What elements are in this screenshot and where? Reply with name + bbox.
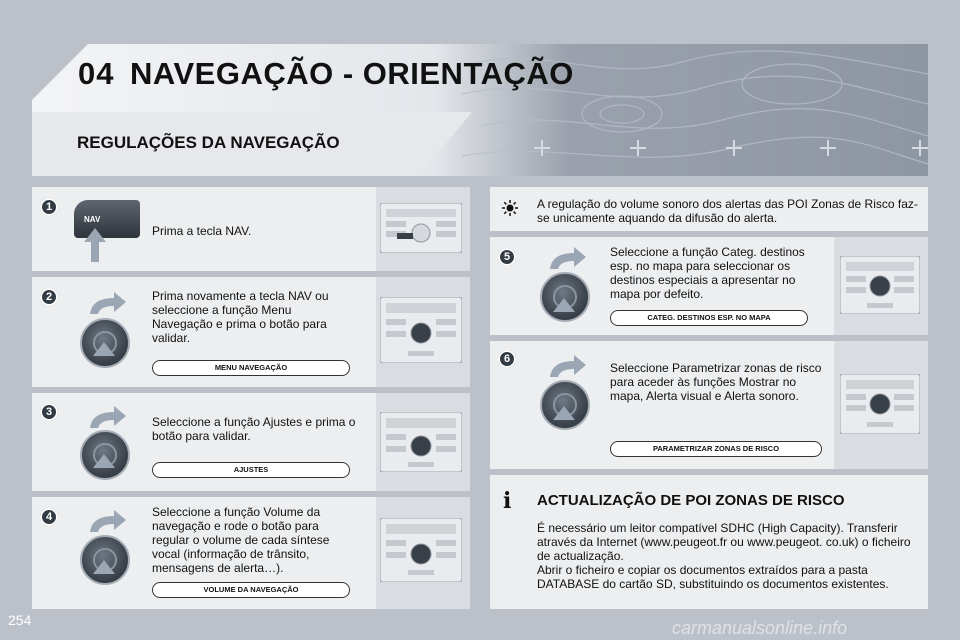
menu-path-label: CATEG. DESTINOS ESP. NO MAPA <box>610 310 808 326</box>
info-title: ACTUALIZAÇÃO DE POI ZONAS DE RISCO <box>537 492 845 509</box>
page-number: 254 <box>8 612 32 628</box>
menu-path-label: MENU NAVEGAÇÃO <box>152 360 350 376</box>
menu-path-label: VOLUME DA NAVEGAÇÃO <box>152 582 350 598</box>
nav-key-label: NAV <box>84 215 101 224</box>
rotary-knob-icon <box>540 380 590 430</box>
watermark: carmanualsonline.info <box>672 618 848 638</box>
radio-face-illustration <box>380 412 462 472</box>
rotary-knob-icon <box>540 272 590 322</box>
press-arrow-icon <box>93 454 115 468</box>
press-arrow-icon <box>93 560 115 574</box>
rotate-arrow-icon <box>86 510 126 534</box>
chapter-number: 04 <box>78 56 115 91</box>
step-5-text: Seleccione a função Categ. destinos esp. no mapa para seleccionar os destinos especiais a apresentar no mapa por defeito. <box>610 245 805 301</box>
step-2-text: Prima novamente a tecla NAV ou seleccione a função Menu Navegação e prima o botão para validar. <box>152 289 329 345</box>
section-title: REGULAÇÕES DA NAVEGAÇÃO <box>77 133 340 152</box>
radio-face-illustration <box>840 374 920 434</box>
step-6-text: Seleccione Parametrizar zonas de risco para aceder às funções Mostrar no mapa, Alerta visual e Alerta sonoro. <box>610 361 822 403</box>
step-3-text: Seleccione a função Ajustes e prima o botão para validar. <box>152 415 356 443</box>
radio-face-illustration <box>380 297 462 363</box>
step-badge: 5 <box>498 248 516 266</box>
press-arrow-stem <box>91 242 99 262</box>
step-badge: 2 <box>40 288 58 306</box>
chapter-title: NAVEGAÇÃO - ORIENTAÇÃO <box>130 56 574 91</box>
step-badge: 1 <box>40 198 58 216</box>
rotate-arrow-icon <box>546 355 586 379</box>
rotate-arrow-icon <box>86 406 126 430</box>
step-badge: 6 <box>498 350 516 368</box>
menu-path-label: PARAMETRIZAR ZONAS DE RISCO <box>610 441 822 457</box>
info-paragraph-1: É necessário um leitor compatível SDHC (High Capacity). Transferir através da Internet (www.peugeot.fr ou www.peugeot. co.uk) o ficheiro de actualização. <box>537 521 911 563</box>
radio-face-illustration <box>840 256 920 314</box>
step-badge: 4 <box>40 508 58 526</box>
info-icon: i <box>503 488 512 514</box>
radio-face-illustration <box>380 203 462 253</box>
press-arrow-icon <box>84 228 106 242</box>
step-4-text: Seleccione a função Volume da navegação e rode o botão para regular o volume de cada síntese vocal (informação de trânsito, mensagens de alerta…). <box>152 505 330 575</box>
tip-text: A regulação do volume sonoro dos alertas das POI Zonas de Risco faz-se unicamente aquando da difusão do alerta. <box>537 197 918 225</box>
rotate-arrow-icon <box>86 292 126 316</box>
press-arrow-icon <box>553 406 575 420</box>
info-paragraph-2: Abrir o ficheiro e copiar os documentos extraídos para a pasta DATABASE do cartão SD, substituindo os documentos existentes. <box>537 563 889 591</box>
step-badge: 3 <box>40 403 58 421</box>
press-arrow-icon <box>553 298 575 312</box>
press-arrow-icon <box>93 342 115 356</box>
menu-path-label: AJUSTES <box>152 462 350 478</box>
sun-icon <box>502 200 518 216</box>
rotate-arrow-icon <box>546 247 586 271</box>
radio-face-illustration <box>380 518 462 582</box>
step-1-text: Prima a tecla NAV. <box>152 224 252 238</box>
